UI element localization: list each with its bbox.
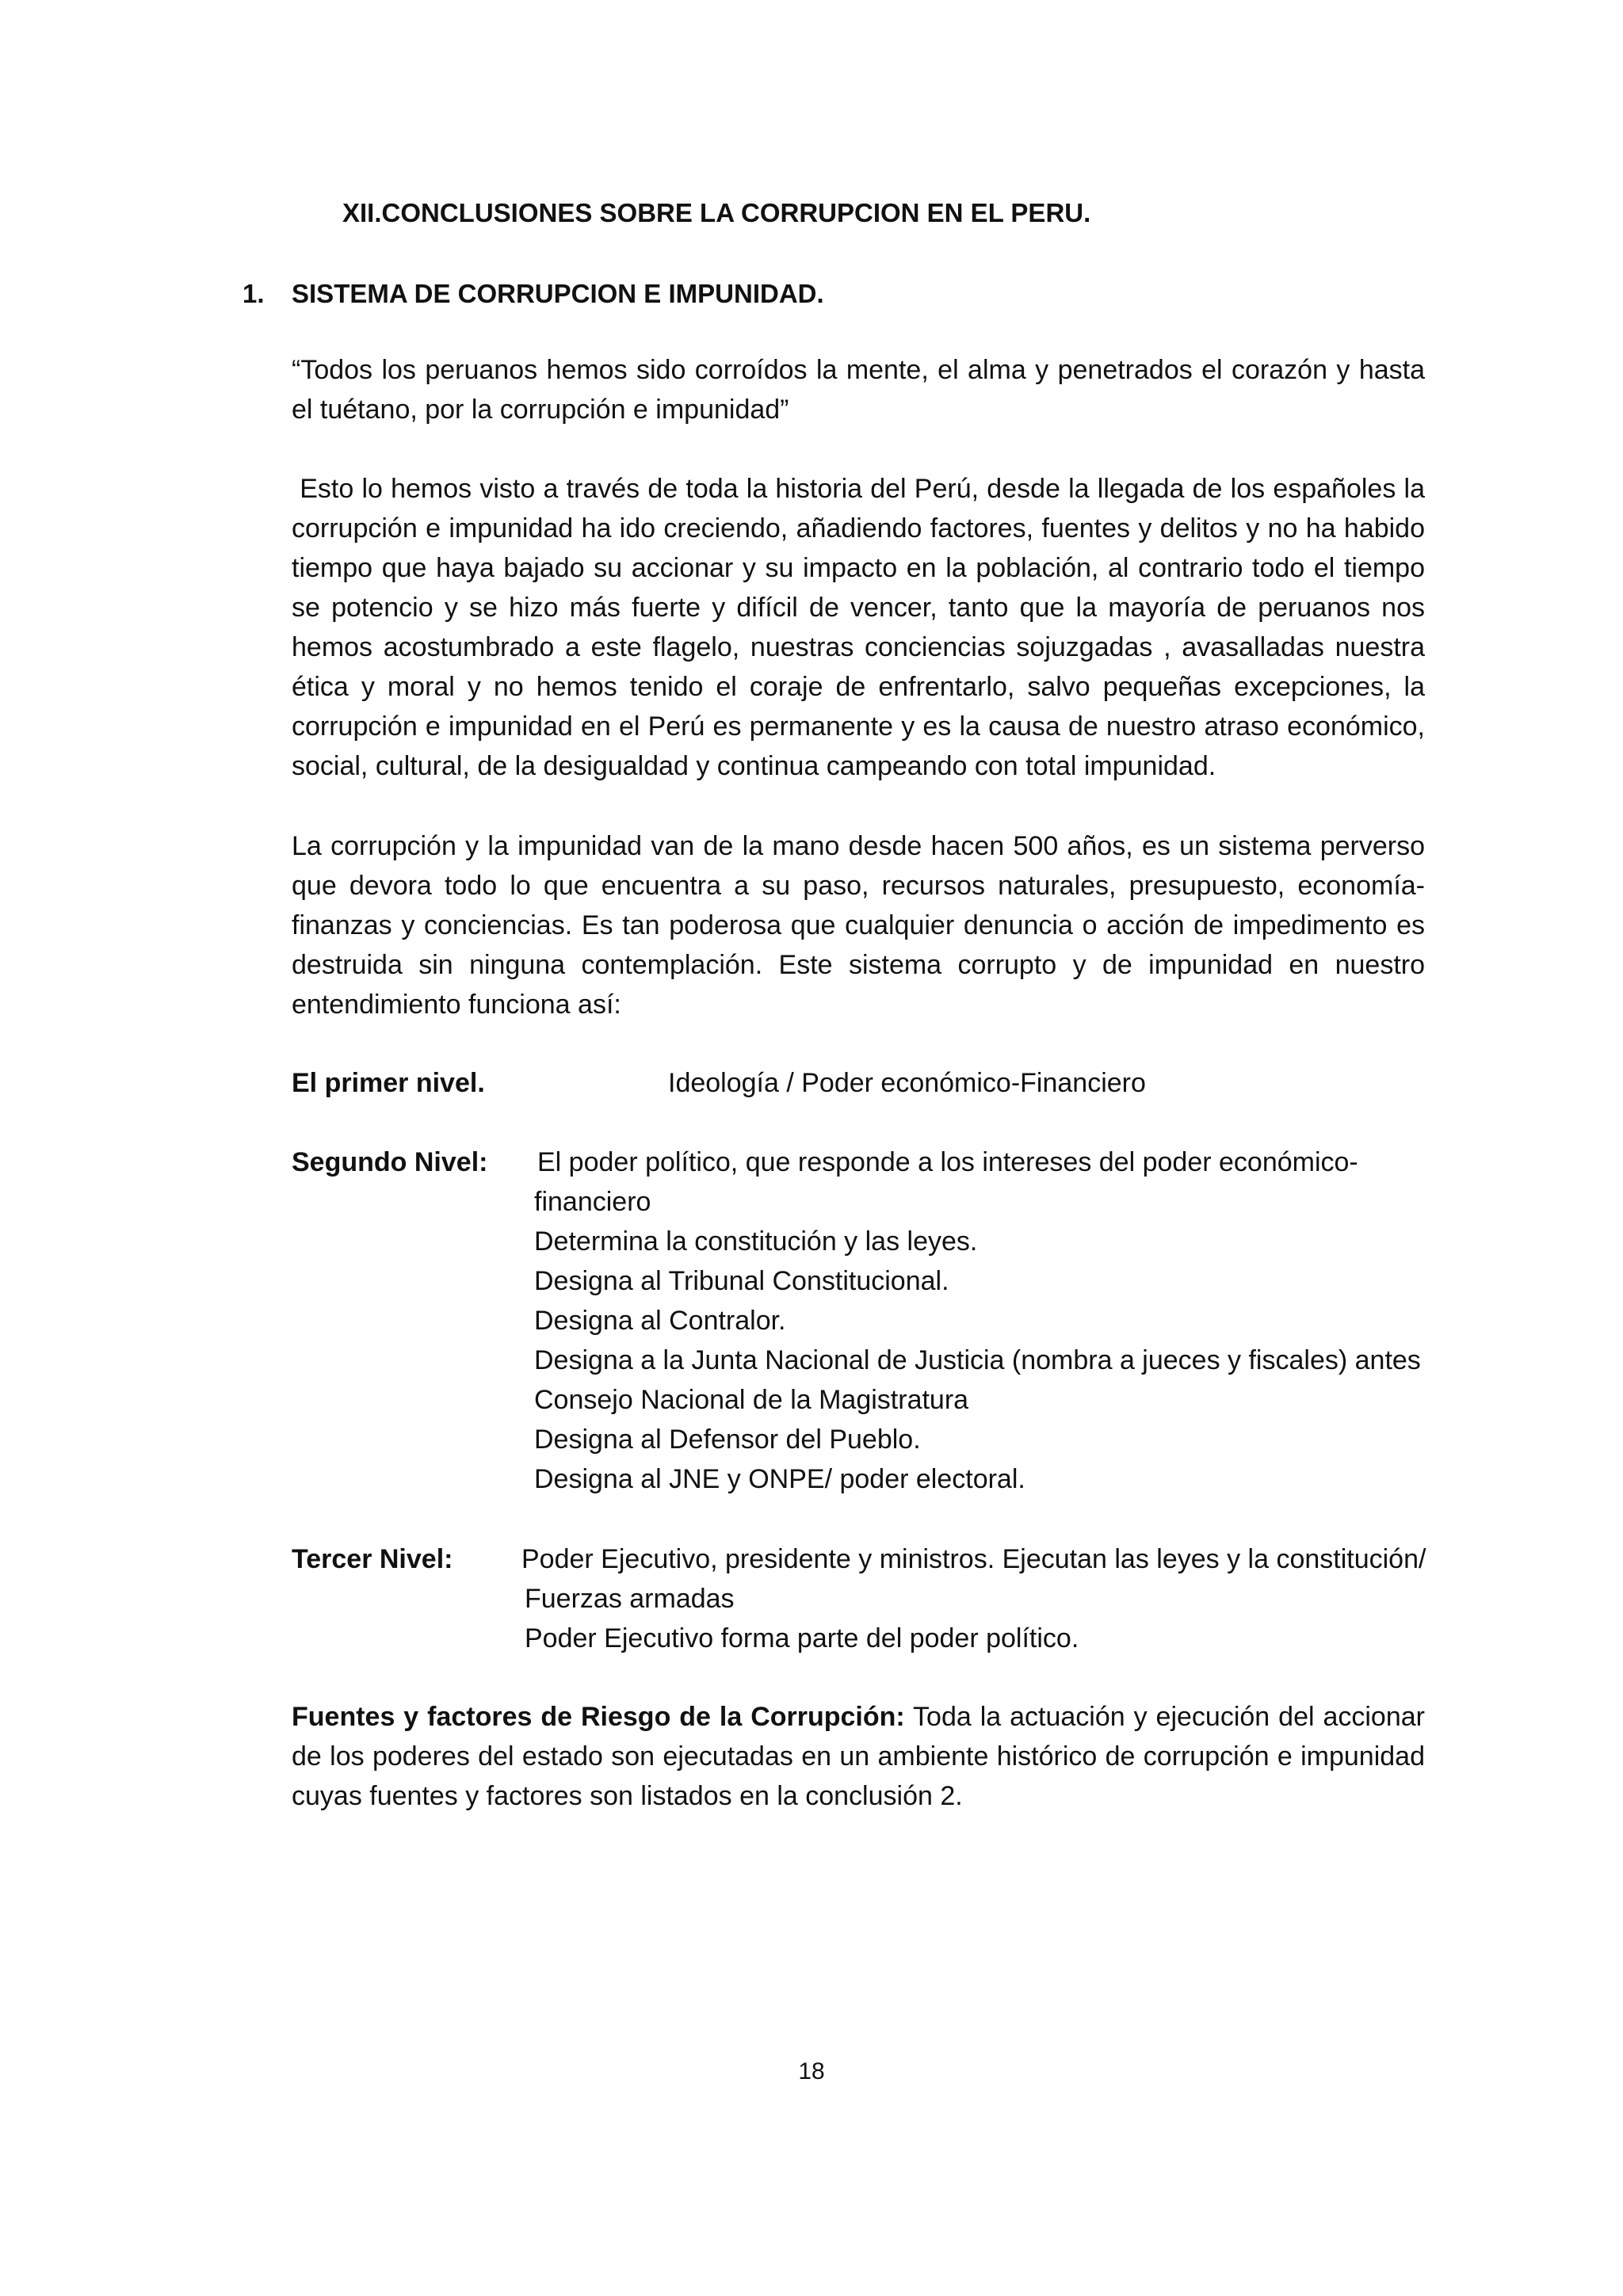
level-third-line: Poder Ejecutivo, presidente y ministros. Ejecutan las leyes y la constitución/ [521, 1544, 1426, 1574]
section-number: 1. [242, 279, 265, 308]
section-heading [242, 279, 824, 309]
level-second-line: Designa al Tribunal Constitucional. [534, 1266, 949, 1296]
level-second-line: El poder político, que responde a los intereses del poder económico- [537, 1147, 1358, 1177]
level-third-line: Fuerzas armadas [525, 1584, 735, 1614]
level-third-label: Tercer Nivel: [292, 1544, 453, 1574]
level-second-label: Segundo Nivel: [292, 1147, 488, 1177]
level-first-label: El primer nivel. [292, 1068, 485, 1098]
level-second-line: Determina la constitución y las leyes. [534, 1226, 978, 1257]
level-first-body [668, 1063, 1146, 1103]
level-second-line: Designa a la Junta Nacional de Justicia (nombra a jueces y fiscales) antes [534, 1345, 1421, 1375]
level-second-body [534, 1142, 1421, 1499]
history-paragraph-text: Esto lo hemos visto a través de toda la historia del Perú, desde la llegada de los españoles la corrupción e impunidad ha ido creciendo, añadiendo factores, fuentes y delitos y no ha habido tiempo que haya bajado su accionar y su impacto en la población, al contrario todo el tiempo se potencio y se hizo más fuerte y difícil de vencer, tanto que la mayoría de peruanos nos hemos acostumbrado a este flagelo, nuestras conciencias sojuzgadas , avasalladas nuestra ética y moral y no hemos tenido el coraje de enfrentarlo, salvo pequeñas excepciones, la corrupción e impunidad en el Perú es permanente y es la causa de nuestro atraso económico, social, cultural, de la desigualdad y continua campeando con total impunidad. [292, 474, 1425, 781]
level-second-line: Consejo Nacional de la Magistratura [534, 1385, 969, 1415]
level-second-line: financiero [534, 1187, 651, 1217]
level-third-line: Poder Ejecutivo forma parte del poder político. [525, 1623, 1079, 1653]
level-third-body [521, 1539, 1426, 1658]
history-paragraph [292, 469, 1425, 786]
quote-paragraph: “Todos los peruanos hemos sido corroídos la mente, el alma y penetrados el corazón y hasta el tuétano, por la corrupción e impunidad” [292, 355, 1425, 425]
section-title: SISTEMA DE CORRUPCION E IMPUNIDAD. [292, 279, 824, 308]
level-first-line: Ideología / Poder económico-Financiero [668, 1068, 1146, 1098]
risk-paragraph [292, 1697, 1425, 1816]
risk-paragraph-lead: Fuentes y factores de Riesgo de la Corrupción: [292, 1702, 905, 1732]
level-second-line: Designa al Contralor. [534, 1306, 786, 1336]
level-second-line: Designa al Defensor del Pueblo. [534, 1425, 921, 1455]
risk-paragraph-text: Toda la actuación y ejecución del accionar de los poderes del estado son ejecutadas en un ambiente histórico de corrupción e impunidad cuyas fuentes y factores son listados en la conclusión 2. [292, 1702, 1425, 1811]
page-title: XII.CONCLUSIONES SOBRE LA CORRUPCION EN EL PERU. [342, 198, 1091, 227]
system-paragraph: La corrupción y la impunidad van de la mano desde hacen 500 años, es un sistema perverso que devora todo lo que encuentra a su paso, recursos naturales, presupuesto, economía-finanzas y conciencias. Es tan poderosa que cualquier denuncia o acción de impedimento es destruida sin ninguna contemplación. Este sistema corrupto y de impunidad en nuestro entendimiento funciona así: [292, 831, 1425, 1020]
page-number: 18 [798, 2058, 825, 2084]
level-second-line: Designa al JNE y ONPE/ poder electoral. [534, 1464, 1025, 1494]
